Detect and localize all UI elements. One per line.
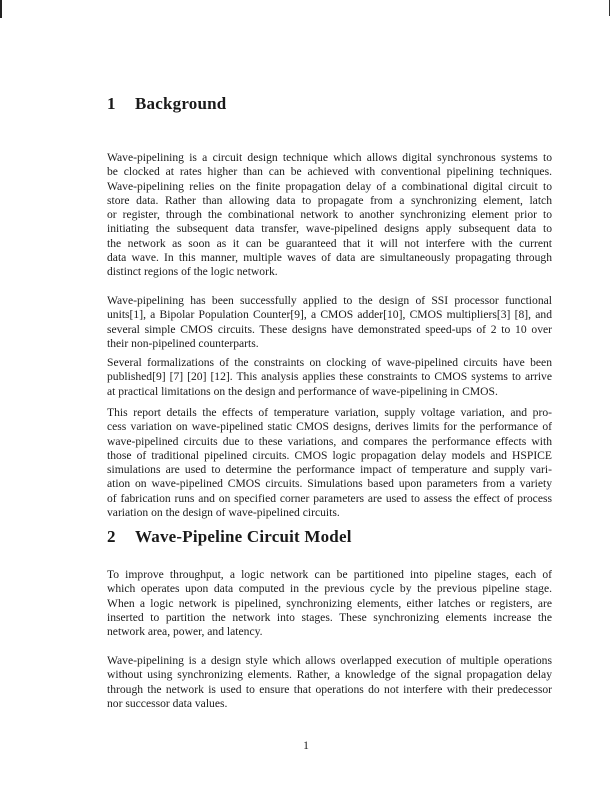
text-line: Several formalizations of the constraints on clocking of wave-pipelined circuits have been	[107, 356, 552, 369]
text-line: Wave-pipelining is a circuit design technique which allows digital synchronous systems to	[107, 151, 552, 164]
text-line: without using synchronizing elements. Rather, a knowledge of the signal propagation delay	[107, 668, 552, 682]
scan-artifact	[609, 0, 610, 16]
page-number: 1	[303, 739, 309, 752]
text-line: their non-pipelined counterparts.	[107, 336, 259, 350]
text-line: units[1], a Bipolar Population Counter[9], a CMOS adder[10], CMOS multipliers[3] [8], and	[107, 308, 552, 322]
text-line: Wave-pipelining is a design style which allows overlapped execution of multiple operations	[107, 654, 552, 667]
paragraph	[107, 294, 552, 351]
text-line: This report details the effects of temperature variation, supply voltage variation, and pro-	[107, 406, 552, 419]
text-line: data wave. In this manner, multiple waves of data are simultaneously propagating through	[107, 251, 552, 265]
text-line: through the network is used to ensure that operations do not interfere with their predecessor	[107, 682, 552, 696]
section-heading-wave-pipeline-circuit-model	[107, 527, 352, 547]
scan-artifact	[0, 0, 2, 18]
paragraph	[107, 406, 552, 520]
text-line: cess variation on wave-pipelined static CMOS designs, derives limits for the performance of	[107, 420, 552, 434]
text-line: nor successor data values.	[107, 696, 228, 710]
text-line: network area, power, and latency.	[107, 625, 263, 639]
text-line: published[9] [7] [20] [12]. This analysis applies these constraints to CMOS systems to arrive	[107, 370, 552, 384]
text-line: wave-pipelined circuits due to these variations, and compares the performance effects with	[107, 434, 552, 448]
section-number: 1	[107, 94, 116, 113]
text-line: simulations are used to determine the performance impact of temperature and supply vari-	[107, 463, 552, 477]
text-line: Wave-pipelining relies on the finite propagation delay of a combinational digital circuit to	[107, 179, 552, 193]
text-line: at practical limitations on the design and performance of wave-pipelining in CMOS.	[107, 384, 498, 398]
text-line: which operates upon data computed in the previous cycle by the previous pipeline stage.	[107, 582, 552, 596]
text-line: distinct regions of the logic network.	[107, 265, 278, 279]
text-line: When a logic network is pipelined, synchronizing elements, either latches or registers, are	[107, 596, 552, 610]
paragraph	[107, 151, 552, 280]
text-line: initiating the subsequent data transfer, wave-pipelined designs apply subsequent data to	[107, 222, 552, 236]
paragraph	[107, 654, 552, 711]
paragraph	[107, 568, 552, 639]
text-line: inserted to partition the network into stages. These synchronizing elements increase the	[107, 610, 552, 624]
text-line: those of traditional pipelined circuits. CMOS logic propagation delay models and HSPICE	[107, 448, 552, 462]
section-number: 2	[107, 527, 116, 546]
text-line: Wave-pipelining has been successfully applied to the design of SSI processor functional	[107, 294, 552, 307]
text-line: ation on wave-pipelined CMOS circuits. Simulations based upon parameters from a variety	[107, 477, 552, 491]
text-line: be clocked at rates higher than can be achieved with conventional pipelining techniques.	[107, 165, 552, 179]
section-title: Wave-Pipeline Circuit Model	[135, 527, 352, 546]
text-line: the network as soon as it can be guaranteed that it will not interfere with the current	[107, 236, 552, 250]
section-heading-background	[107, 94, 226, 114]
section-title: Background	[135, 94, 227, 113]
text-line: several simple CMOS circuits. These designs have demonstrated speed-ups of 2 to 10 over	[107, 322, 552, 336]
text-line: To improve throughput, a logic network can be partitioned into pipeline stages, each of	[107, 568, 552, 581]
paragraph	[107, 356, 552, 399]
text-line: of fabrication runs and on specified corner parameters are used to assess the effect of process	[107, 491, 552, 505]
text-line: or register, through the combinational network to another synchronizing element prior to	[107, 208, 552, 222]
text-line: store data. Rather than allowing data to propagate from a synchronizing element, latch	[107, 193, 552, 207]
text-line: variation on the design of wave-pipelined circuits.	[107, 506, 340, 520]
